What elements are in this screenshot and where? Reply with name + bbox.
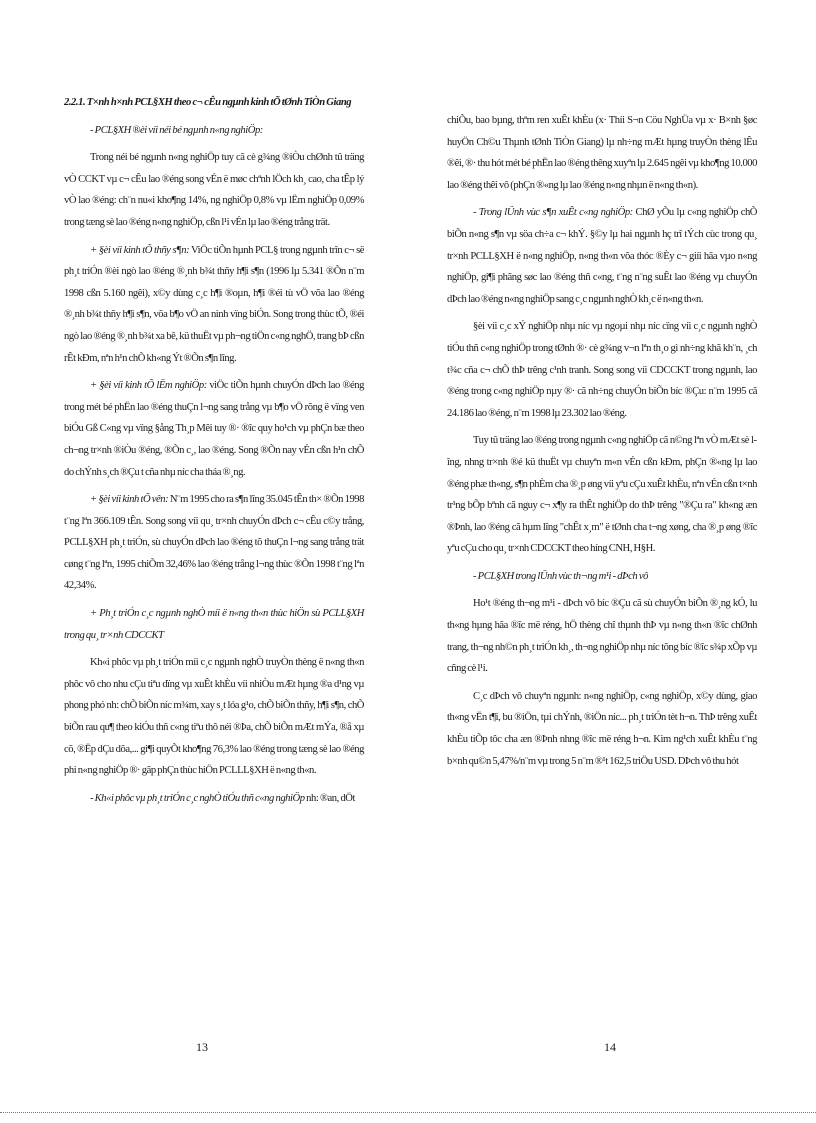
paragraph-label: - Trong lÜnh vùc s¶n xuÊt c«ng nghiÖp: — [473, 207, 633, 219]
paragraph — [64, 788, 364, 810]
italic-subheading: + Ph¸t triÓn c¸c ngµnh nghÒ míi ë n«ng th«n thùc hiÖn sù PCLL§XH trong qu¸ tr×nh CDCCKT — [64, 608, 364, 641]
paragraph: chiÕu, bao bµng, thªm ren xuÊt khÈu (x· Thíi S¬n Cöu NghÜa vµ x· B×nh §øc huyÖn Ch©u Thµnh tØnh TiÒn Giang) lµ nh÷ng mÆt hµng truyÒn thèng lÊu ®êi, ®· thu hót mét bé phËn lao ®éng thêng xuyªn lµ 2.645 ngêi vµ kho¶ng 10.000 lao ®éng thêi vô (phÇn ®«ng lµ lao ®éng n«ng nhµn ë n«ng th«n). — [447, 115, 757, 191]
paragraph — [64, 375, 364, 483]
paragraph-text: nh: ®an, dÖt — [304, 792, 355, 804]
right-page-column — [447, 110, 757, 778]
paragraph — [64, 489, 364, 597]
page-number-right: 14 — [604, 1040, 616, 1054]
page-divider — [0, 1112, 816, 1113]
paragraph: Trong néi bé ngµnh n«ng nghiÖp tuy cã cè g¾ng ®iÒu chØnh tû träng vÒ CCKT vµ c¬ cÊu lao ®éng song vÉn ë møc chªnh lÖch kh¸ cao, cha tÊp lý vÒ lao ®éng: ch¨n nu«i kho¶ng 14%, ng nghiÖp 0,8% vµ lËm nghiÖp 0,09% trong tæng sè lao ®éng n«ng nghiÖp, cßn l¹i vÉn lµ lao ®éng trång trät. — [64, 152, 364, 228]
paragraph-label: + §èi víi kinh tÕ thñy s¶n: — [90, 244, 190, 256]
paragraph: §èi víi c¸c xÝ nghiÖp nhµ níc vµ ngoµi nhµ níc cïng víi c¸c ngµnh nghÒ tiÓu thñ c«ng nghiÖp trong tØnh ®· cè g¾ng v¬n lªn th¸o gì nh÷ng khã kh¨n, ¸ch t¾c cña c¬ chÕ thÞ trêng c¹nh tranh. Song song víi CDCCKT trong ngµnh, lao ®éng trong c«ng nghiÖp nµy ®· cã nh÷ng chuyÓn biÕn bíc ®Çu: n¨m 1995 cã 24.186 lao ®éng, n¨m 1998 lµ 23.302 lao ®éng. — [447, 321, 757, 419]
paragraph-label: - Kh«i phôc vµ ph¸t triÓn c¸c nghÒ tiÓu thñ c«ng nghiÖp — [90, 792, 305, 804]
paragraph: C¸c dÞch vô chuyªn ngµnh: n«ng nghiÖp, c«ng nghiÖp, x©y dùng, giao th«ng vËn t¶i, bu ®iÖn, tµi chÝnh, ®iÖn níc... ph¸t triÓn tèt h¬n. ThÞ trêng xuÊt khÈu tiÕp tôc cha æn ®Þnh nhng ®îc më réng h¬n. Kim ng¹ch xuÊt khÈu t¨ng b×nh qu©n 5,47%/n¨m vµ trong 5 n¨m ®¹t 162,5 triÖu USD. DÞch vô thu hót — [447, 690, 757, 767]
left-page-column — [64, 92, 364, 815]
section-heading: 2.2.1. T×nh h×nh PCL§XH theo c¬ cÊu ngµnh kinh tÕ tØnh TiÒn Giang — [64, 97, 352, 108]
paragraph-text: N¨m 1995 cho ra s¶n lîng 35.045 tÊn th× ®Õn 1998 t¨ng lªn 366.109 tÊn. Song song víi qu¸ tr×nh chuyÓn dÞch c¬ cÊu c©y trång, PCLL§XH ph¸t triÓn, sù chuyÓn dÞch lao ®éng tõ thuÇn l¬ng sang trång trät cøng t¨ng lªn, 1995 chiÕm 32,46% lao ®éng trång l¬ng thùc ®Õn 1998 t¨ng lªn 42,34%. — [64, 494, 364, 592]
paragraph-text: ViÖc tiÕn hµnh PCL§ trong ngµnh trîn c¬ së ph¸t triÓn ®èi ngò lao ®éng ®¸nh b¾t thñy h¶i s¶n (1996 lµ 5.341 ®Õn n¨m 1998 cßn 5.160 ngêi), x©y dùng c¸c h¶i ®oµn, h¶i ®éi tù vÖ võa lao ®éng ®¸nh b¾t thñy h¶i s¶n, võa b¶o vÖ an ninh vïng biÓn. Song trong thùc tÕ, ®éi ngò lao ®éng ®¸nh b¾t xa bê, kü thuËt vµ ph¬ng tiÖn c«ng nghÖ, trang bÞ cßn rÊt kÐm, nªn h¹n chÕ kh«ng Ýt ®Õn s¶n lîng. — [64, 244, 365, 364]
paragraph — [447, 202, 757, 310]
italic-subheading: - PCL§XH trong lÜnh vùc th¬ng m¹i - dÞch vô — [473, 570, 648, 582]
page-number-left: 13 — [196, 1040, 208, 1054]
paragraph: Kh«i phôc vµ ph¸t triÓn míi c¸c ngµnh nghÒ truyÒn thèng ë n«ng th«n phôc vô cho nhu cÇu tiªu dïng vµ xuÊt khÈu víi nhiÒu mÆt hµng ®a d¹ng vµ phong phó nh: chÕ biÕn níc m¾m, xay s¸t lóa g¹o, chÕ biÕn thñy, h¶i s¶n, chÕ biÕn rau qu¶ theo kiÓu thñ c«ng tiªu thô néi ®Þa, chÕ biÕn mÆt mÝa, ®å xµ cõ, ®Ëp dÇu dõa,... gi¶i quyÕt kho¶ng 76,3% lao ®éng trong tæng sè lao ®éng phi n«ng nghiÖp ®· gãp phÇn thùc hiÖn PCLLL§XH ë n«ng th«n. — [64, 657, 364, 777]
paragraph-label: + §èi víi kinh tÕ vên: — [90, 494, 169, 506]
paragraph-text: viÖc tiÕn hµnh chuyÓn dÞch lao ®éng trong mét bé phËn lao ®éng thuÇn l¬ng sang trång vµ b¶o vÖ rõng ë vïng ven biÓu Gß C«ng vµ vïng §ång Th¸p Mêi tuy ®· ®îc quy ho¹ch vµ phÇn bæ theo ch¬ng tr×nh ®iÒu ®éng, ®Õn c¸, lao ®éng. Song ®Õn nay vÉn cßn h¹n chÕ do chÝnh s¸ch ®Çu t cña nhµ níc cha tháa ®¸ng. — [64, 380, 364, 478]
subheading: - PCL§XH ®èi víi néi bé ngµnh n«ng nghiÖp: — [90, 124, 263, 136]
paragraph — [64, 603, 364, 646]
paragraph: Ho¹t ®éng th¬ng m¹i - dÞch vô bíc ®Çu cã sù chuyÓn biÕn ®¸ng kÓ, lu th«ng hµng hãa ®îc më réng, hÖ thèng chî thµnh thÞ vµ n«ng th«n ®îc chØnh trang, th¬ng nh©n ph¸t triÓn kh¸, th¬ng nghiÖp nhµ níc tõng bíc ®îc s¾p xÕp vµ cñng cè l¹i. — [447, 598, 757, 675]
paragraph-text: ChØ yÕu lµ c«ng nghiÖp chÕ biÕn n«ng s¶n vµ söa ch÷a c¬ khÝ. §©y lµ hai ngµnh hç trî tÝch cùc trong qu¸ tr×nh PCLL§XH ë n«ng nghiÖp, n«ng th«n võa thóc ®Èy c¬ giíi hãa vµo n«ng nghiÖp, gi¶i phãng søc lao ®éng thñ c«ng, t¨ng n¨ng suÊt lao ®éng vµ chuyÓn dÞch lao ®éng n«ng nghiÖp sang c¸c ngµnh nghÒ kh¸c ë n«ng th«n. — [447, 207, 758, 305]
paragraph: Tuy tû träng lao ®éng trong ngµnh c«ng nghiÖp cã n©ng lªn vÒ mÆt sè lîng, nhng tr×nh ®é kü thuËt vµ chuyªn m«n vÉn cßn kÐm, phÇn ®«ng lµ lao ®éng phæ th«ng, s¶n phÈm cha ®¸p øng víi yªu cÇu xuÊt khÈu, nªn vÉn cßn t×nh tr¹ng bÕp bªnh cã nguy c¬ x¶y ra thÊt nghiÖp do thÞ trêng "®Çu ra" kh«ng æn ®Þnh, lao ®éng cã hµm lîng "chÊt x¸m" ë tØnh cha t¬ng xøng, cha ®¸p øng ®îc yªu cÇu cho qu¸ tr×nh CDCCKT theo híng CNH, H§H. — [447, 435, 757, 555]
paragraph — [64, 240, 364, 370]
paragraph-label: + §èi víi kinh tÕ lËm nghiÖp: — [90, 380, 207, 392]
paragraph — [447, 566, 757, 588]
